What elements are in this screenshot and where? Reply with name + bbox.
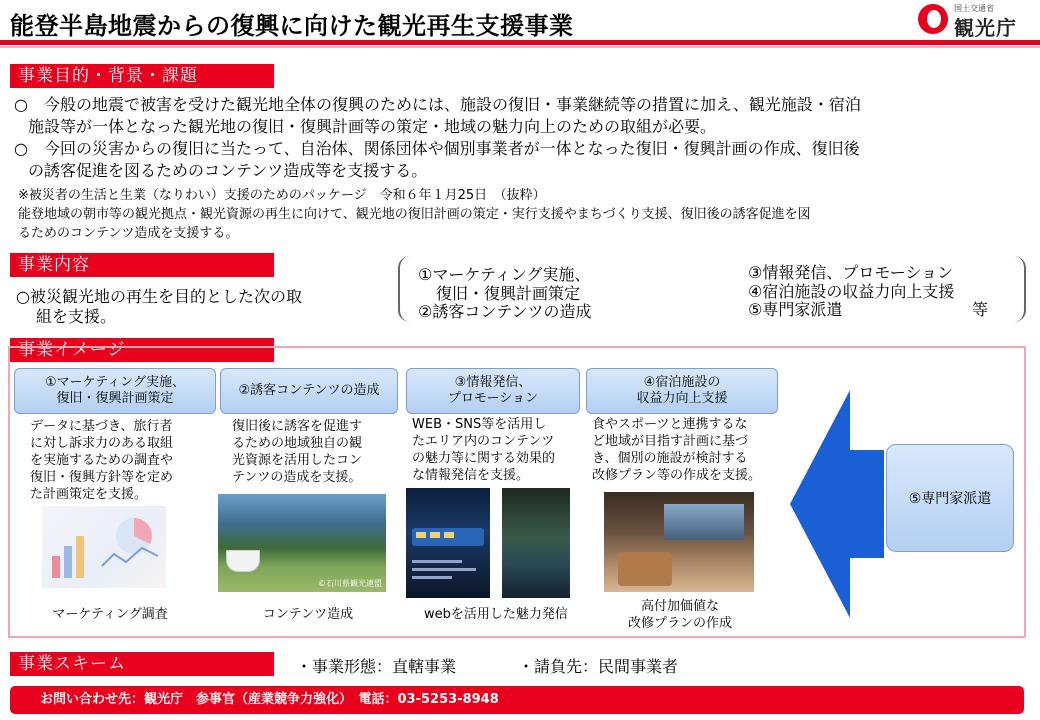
logo-sub: 国土交通省: [954, 4, 994, 13]
section-heading-purpose: 事業目的・背景・課題: [10, 64, 274, 88]
card-3-desc-line: な情報発信を支援。: [412, 468, 530, 483]
purpose-para2-line2: の誘客促進を図るためのコンテンツ造成等を支援する。: [28, 161, 428, 180]
card-4-title-line1: ④宿泊施設の: [643, 375, 721, 390]
card-2-title: [220, 368, 398, 414]
card-1-desc-line: を実施するための調査や: [30, 453, 174, 468]
card-4-caption: [600, 598, 760, 632]
sake-cup-icon: [226, 550, 260, 572]
title-rule-shadow: [0, 46, 1040, 48]
card-2-desc-line: テンツの造成を支援。: [232, 470, 362, 485]
marketing-photo: [42, 506, 166, 588]
card-2-desc-line: 光資源を活用したコン: [232, 453, 363, 468]
content-intro-line2: 組を支援。: [36, 307, 117, 326]
left-arrow-icon: [790, 390, 884, 618]
card-2-desc: [232, 418, 362, 486]
rice-terrace-photo: [218, 494, 386, 592]
expert-dispatch-box: ⑤専門家派遣: [886, 444, 1014, 552]
card-1-desc-line: データに基づき、旅行者: [30, 419, 173, 434]
note-line3: るためのコンテンツ造成を支援する。: [18, 226, 239, 241]
contact-footer: お問い合わせ先：観光庁 参事官（産業競争力強化） 電話：03-5253-8948: [10, 686, 1024, 714]
card-1-desc-line: に対し訴求力のある取組: [30, 436, 174, 451]
card-3-title-line2: プロモーション: [448, 391, 538, 406]
card-3-title-line1: ③情報発信、: [454, 375, 532, 390]
card-1-desc-line: た計画策定を支援。: [30, 487, 148, 502]
card-1-desc-line: 復旧・復興方針等を定め: [30, 470, 174, 485]
card-1-desc: [30, 418, 173, 503]
card-4-desc-line: ど地域が目指す計画に基づ: [592, 434, 749, 449]
content-item-5-suffix: 等: [972, 300, 989, 319]
content-item-1-line1: ①マーケティング実施、: [418, 265, 591, 284]
purpose-para2-line1: ○ 今回の災害からの復旧に当たって、自治体、関係団体や個別事業者が一体となった復旧・復興計画の作成、復旧後: [14, 139, 860, 158]
logo-mark-icon: [918, 4, 948, 34]
window-view: [664, 504, 744, 540]
logo-main: 観光庁: [954, 16, 1017, 40]
card-4-title: [586, 368, 778, 414]
card-3-desc: [412, 416, 555, 484]
card-4-desc-line: き、個別の施設が検討する: [592, 451, 748, 466]
card-4-desc-line: 改修プラン等の作成を支援。: [592, 468, 762, 483]
marketing-chart-icon: [42, 506, 166, 588]
title-rule: [0, 40, 1040, 45]
card-3-title: [406, 368, 580, 414]
content-item-2: ②誘客コンテンツの造成: [418, 302, 592, 321]
section-heading-scheme: 事業スキーム: [10, 652, 274, 676]
content-item-5: ⑤専門家派遣: [748, 300, 843, 319]
scheme-contractor: ・請負先：民間事業者: [518, 657, 679, 676]
card-3-desc-line: WEB・SNS等を活用し: [412, 417, 547, 432]
card-3-caption: webを活用した魅力発信: [424, 607, 568, 622]
purpose-para1-line1: ○ 今般の地震で被害を受けた観光地全体の復興のためには、施設の復旧・事業継続等の措置に加え、観光施設・宿泊: [14, 95, 861, 114]
card-4-caption-line1: 高付加価値な: [640, 599, 719, 614]
note-line2: 能登地域の朝市等の観光拠点・観光資源の再生に向けて、観光地の復旧計画の策定・実行支援やまちづくり支援、復旧後の誘客促進を図: [18, 207, 811, 222]
card-1-title-line2: 復旧・復興計画策定: [56, 391, 174, 406]
photo-credit: ©石川県観光連盟: [318, 579, 382, 588]
card-2-caption: コンテンツ造成: [262, 607, 354, 622]
content-intro-line1: ○被災観光地の再生を目的とした次の取: [16, 287, 302, 306]
note-line1: ※被災者の生活と生業（なりわい）支援のためのパッケージ 令和６年１月25日 （抜粋）: [18, 188, 546, 203]
card-4-desc-line: 食やスポーツと連携するな: [592, 417, 748, 432]
card-2-title-line1: ②誘客コンテンツの造成: [238, 383, 380, 398]
wooden-tub-icon: [618, 552, 672, 586]
card-1-title-line1: ①マーケティング実施、: [44, 375, 186, 390]
section-heading-content: 事業内容: [10, 253, 274, 277]
content-item-3: ③情報発信、プロモーション: [748, 263, 954, 282]
onsen-bath-photo: [604, 492, 754, 592]
web-screenshot-1: [406, 488, 490, 598]
section-heading-image: 事業イメージ: [10, 338, 274, 362]
card-4-desc: [592, 416, 761, 484]
purpose-para1-line2: 施設等が一体となった観光地の復旧・復興計画等の策定・地域の魅力向上のための取組が必要。: [28, 117, 717, 136]
content-item-4: ④宿泊施設の収益力向上支援: [748, 282, 955, 301]
logo: [918, 2, 1038, 40]
card-2-desc-line: るための地域独自の観: [232, 436, 363, 451]
card-3-desc-line: たエリア内のコンテンツ: [412, 434, 555, 449]
train-image-icon: [406, 488, 490, 598]
web-screenshot-2: [502, 488, 570, 598]
card-1-caption: マーケティング調査: [52, 607, 168, 622]
card-2-desc-line: 復旧後に誘客を促進す: [232, 419, 363, 434]
card-4-title-line2: 収益力向上支援: [636, 391, 728, 406]
card-1-title: [14, 368, 216, 414]
page-title: 能登半島地震からの復興に向けた観光再生支援事業: [10, 12, 574, 40]
content-item-1-line2: 復旧・復興計画策定: [436, 284, 581, 303]
card-4-caption-line2: 改修プランの作成: [627, 616, 732, 631]
scheme-form: ・事業形態：直轄事業: [296, 657, 457, 676]
card-3-desc-line: の魅力等に関する効果的: [412, 451, 556, 466]
